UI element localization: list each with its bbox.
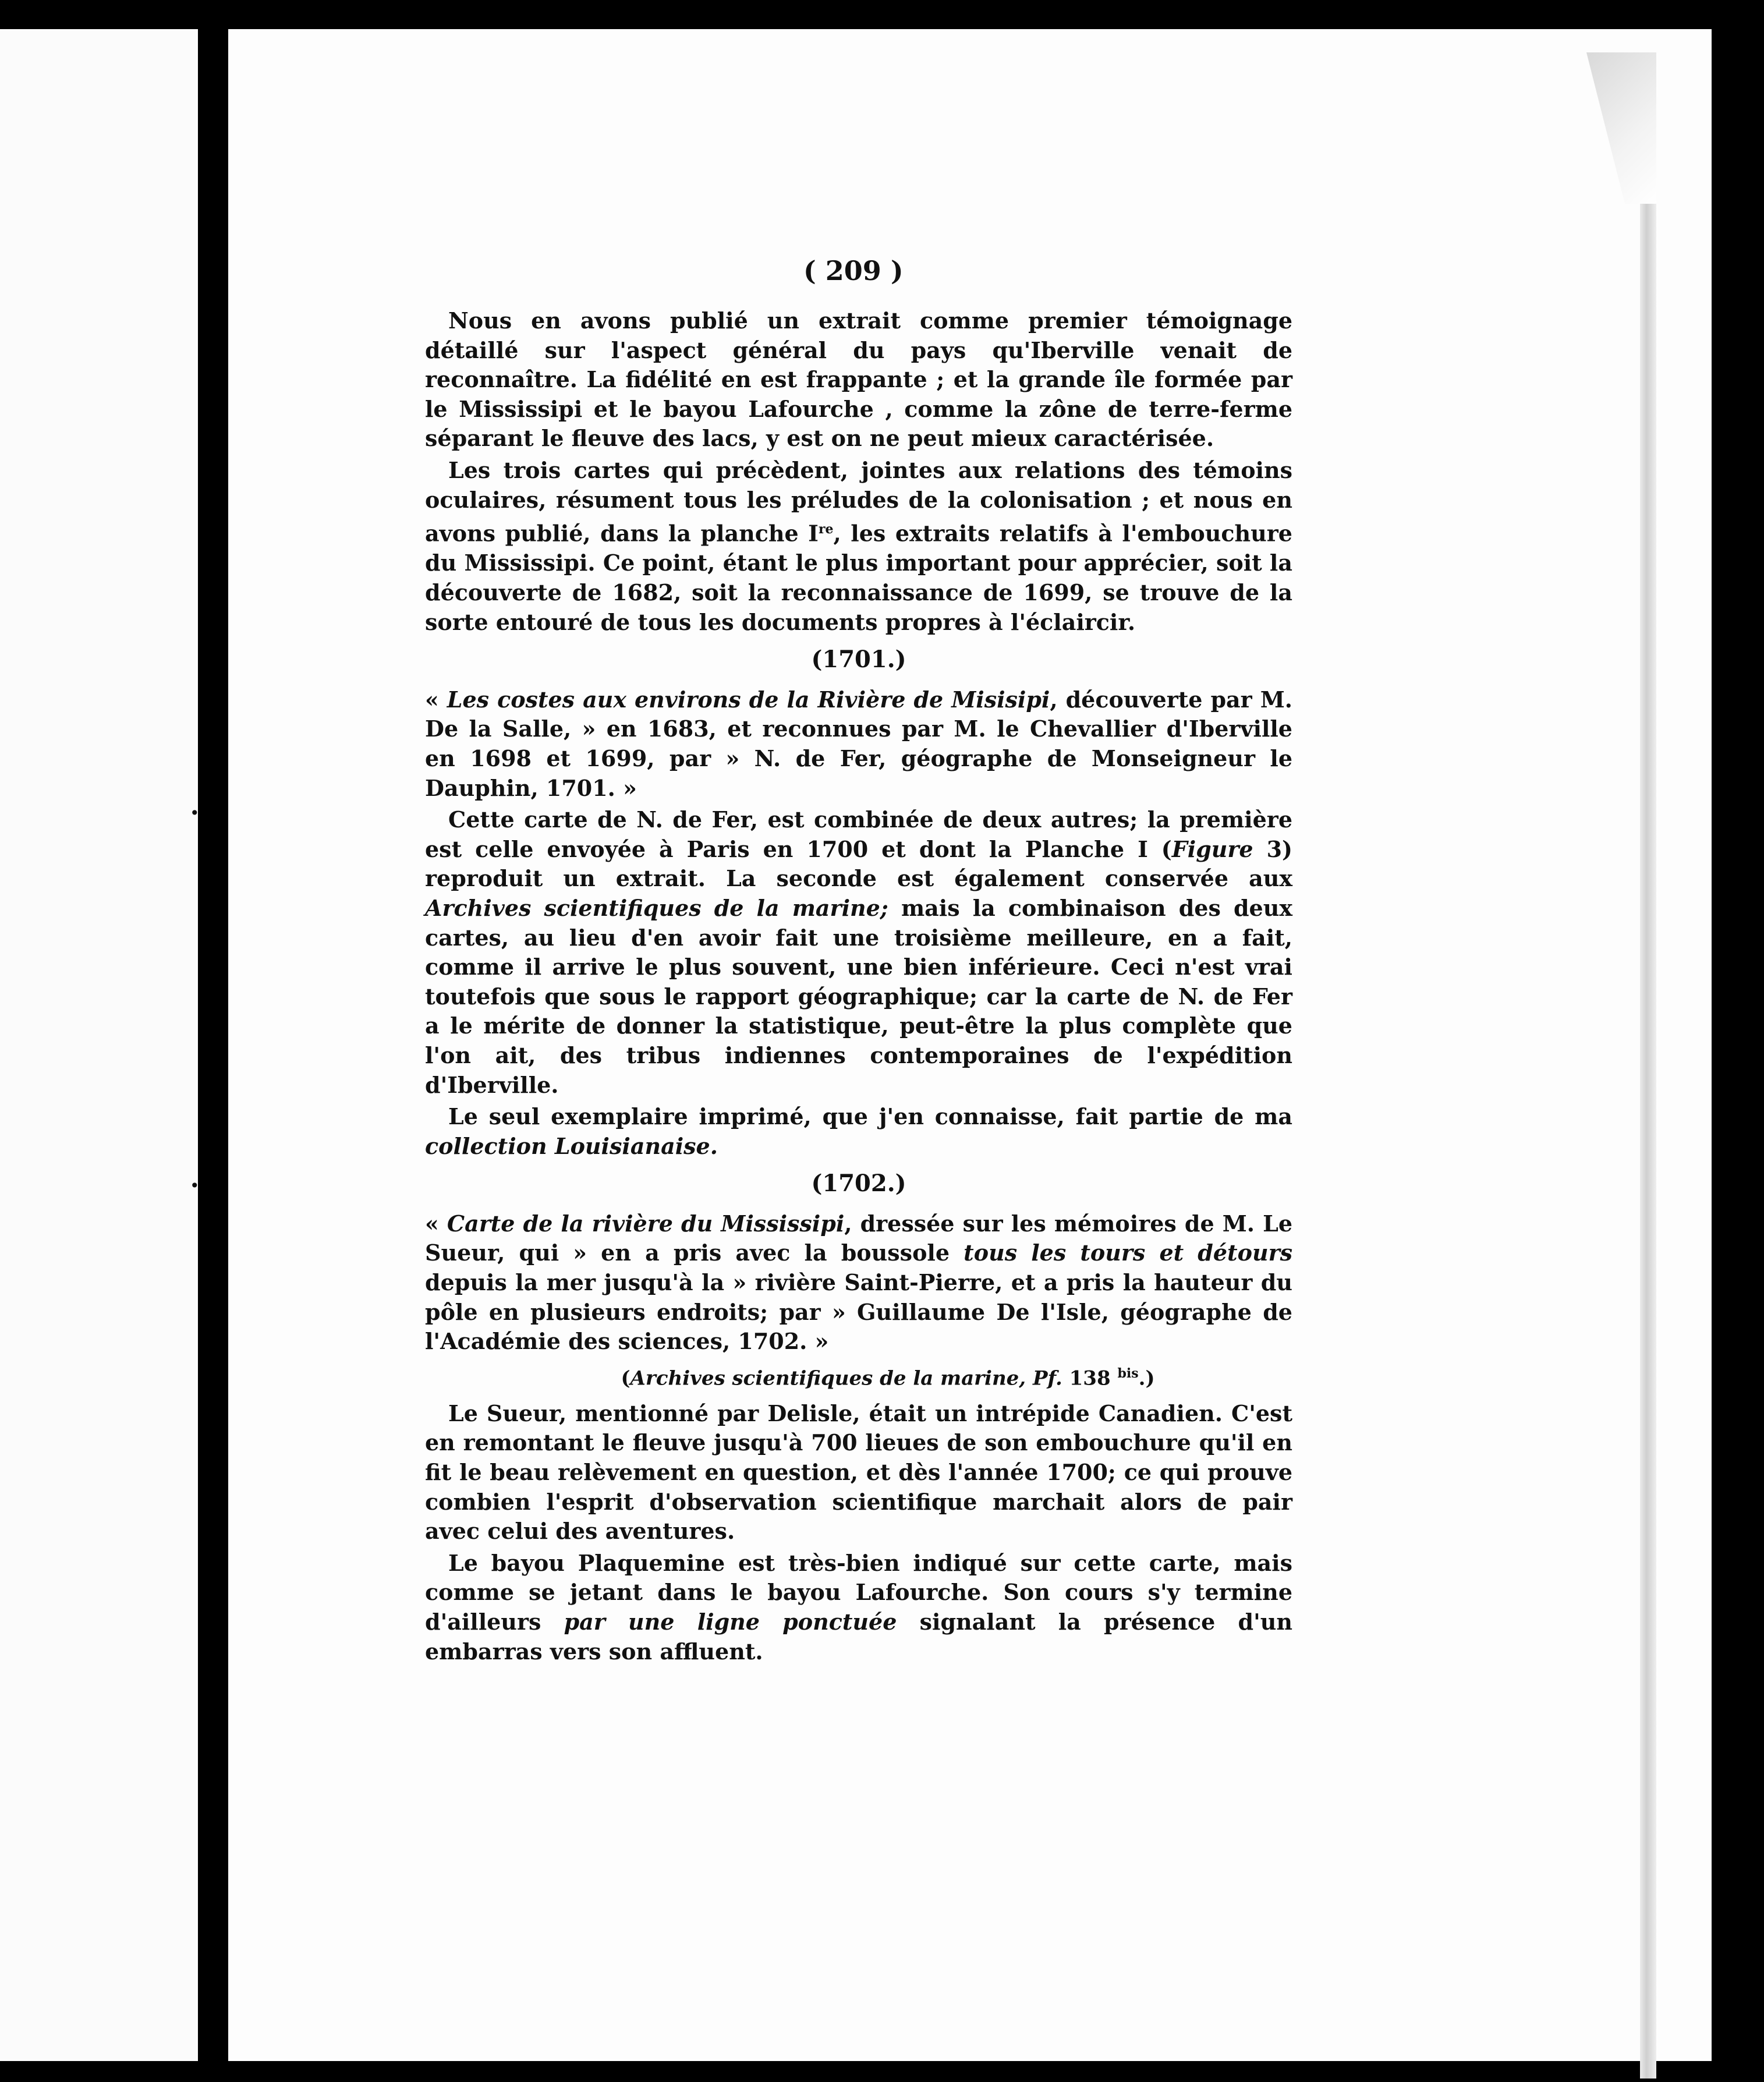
paragraph: Le bayou Plaquemine est très-bien indiqué sur cette carte, mais comme se jetant dans le bayou Lafourche. Son cours s'y termine d'ailleurs par une ligne ponctuée signalant la présence d'un embarras vers son affluent. — [425, 1549, 1292, 1665]
edge-mark: • — [190, 1176, 200, 1195]
page-corner-fold — [1586, 52, 1656, 204]
paragraph: Nous en avons publié un extrait comme premier témoignage détaillé sur l'aspect général du pays qu'Iberville venait de reconnaître. La fidélité en est frappante ; et la grande île formée par le Mississipi et le bayou Lafourche , comme la zône de terre-ferme séparant le fleuve des lacs, y est on ne peut mieux caractérisée. — [425, 307, 1292, 452]
edge-mark: • — [190, 803, 200, 823]
page-edge — [1640, 64, 1656, 2079]
facing-page-strip — [0, 29, 198, 2061]
page-body — [425, 306, 1292, 1669]
year-heading-1702: (1702.) — [811, 1170, 906, 1198]
archive-citation: (Archives scientifiques de la marine, Pf. 138 $^{bis}$.) — [621, 1365, 1155, 1390]
paragraph: Le seul exemplaire imprimé, que j'en connaisse, fait partie de ma collection Louisianaise. — [425, 1103, 1292, 1159]
paragraph: Le Sueur, mentionné par Delisle, était un intrépide Canadien. C'est en remontant le fleuve jusqu'à 700 lieues de son embouchure qu'il en fit le beau relèvement en question, et dès l'année 1700; ce qui prouve combien l'esprit d'observation scientifique marchait alors de pair avec celui des aventures. — [425, 1400, 1292, 1545]
map-title-quote: « Carte de la rivière du Mississipi, dressée sur les mémoires de M. Le Sueur, qui » en a pris avec la boussole tous les tours et détours depuis la mer jusqu'à la » rivière Saint-Pierre, et a pris la hauteur du pôle en plusieurs endroits; par » Guillaume De l'Isle, géographe de l'Académie des sciences, 1702. » — [425, 1210, 1293, 1355]
page-number: ( 209 ) — [803, 255, 904, 286]
paragraph: Cette carte de N. de Fer, est combinée de deux autres; la première est celle envoyée à Paris en 1700 et dont la Planche I (Figure 3) reproduit un extrait. La seconde est également conservée aux Archives scientifiques de la marine; mais la combinaison des deux cartes, au lieu d'en avoir fait une troisième meilleure, en a fait, comme il arrive le plus souvent, une bien inférieure. Ceci n'est vrai toutefois que sous le rapport géographique; car la carte de N. de Fer a le mérite de donner la statistique, peut-être la plus complète que l'on ait, des tribus indiennes contemporaines de l'expédition d'Iberville. — [425, 806, 1292, 1098]
book-spine — [203, 0, 226, 2082]
map-title-quote: « Les costes aux environs de la Rivière de Misisipi, découverte par M. De la Salle, » en 1683, et reconnues par M. le Chevallier d'Iberville en 1698 et 1699, par » N. de Fer, géographe de Monseigneur le Dauphin, 1701. » — [425, 686, 1293, 801]
paragraph: Les trois cartes qui précèdent, jointes aux relations des témoins oculaires, résument tous les préludes de la colonisation ; et nous en avons publié, dans la planche Ire, les extraits relatifs à l'embouchure du Mississipi. Ce point, étant le plus important pour apprécier, soit la découverte de 1682, soit la reconnaissance de 1699, se trouve de la sorte entouré de tous les documents propres à l'éclaircir. — [425, 456, 1292, 635]
year-heading-1701: (1701.) — [811, 646, 906, 674]
